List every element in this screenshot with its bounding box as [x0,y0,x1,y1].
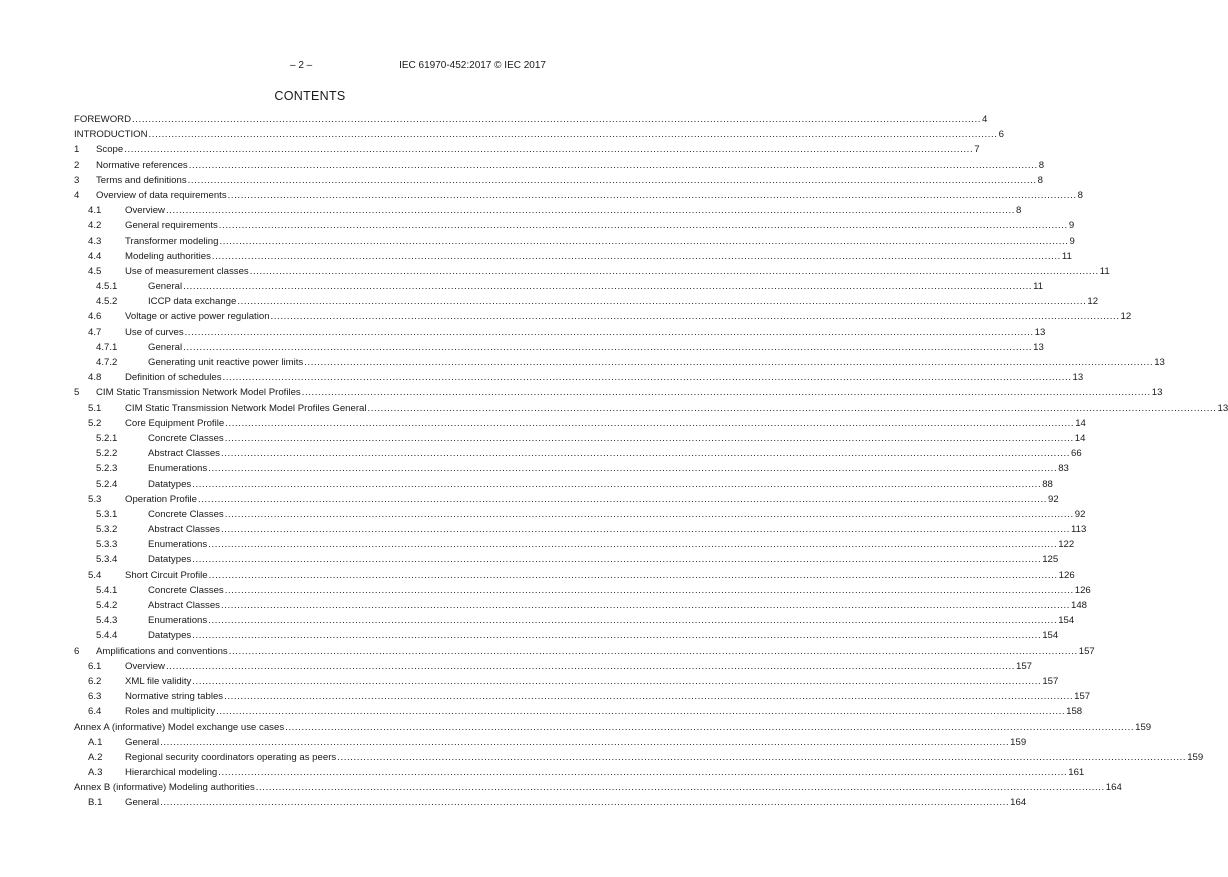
toc-entry[interactable] [74,416,1086,431]
toc-entry-number: 4.7.1 [96,341,118,353]
toc-entry[interactable] [74,720,1152,735]
page-number: – 2 – [290,60,313,71]
toc-entry[interactable] [74,142,980,157]
toc-entry-number: 5.4 [88,569,102,581]
toc-entry-title[interactable]: Roles and multiplicity [125,706,216,718]
toc-entry[interactable] [74,158,1045,173]
toc-entry-number: 5.3.1 [96,508,118,520]
toc-entry-page-number: 12 [1120,311,1132,323]
toc-entry-title[interactable]: Concrete Classes [148,432,224,444]
toc-entry-title[interactable]: Concrete Classes [148,508,224,520]
toc-entry[interactable] [74,188,1083,203]
toc-entry-page-number: 157 [1016,660,1033,672]
toc-entry-page-number: 157 [1078,645,1095,657]
document-identifier: IEC 61970-452:2017 © IEC 2017 [399,60,546,71]
toc-entry-number: 6.3 [88,691,102,703]
toc-entry-title[interactable]: Terms and definitions [96,174,187,186]
toc-entry-page-number: 148 [1071,600,1088,611]
toc-entry[interactable] [74,477,1053,492]
dot-leader: .................................................................................................................................................................................................................................................................... [220,448,1070,460]
toc-entry-page-number: 161 [1068,767,1085,779]
toc-entry-page-number: 92 [1074,508,1086,520]
toc-entry-number: A.3 [88,767,103,779]
dot-leader: .................................................................................................................................................................................................................................................................... [165,205,1015,217]
toc-entry[interactable] [74,644,1095,659]
toc-entry-page-number: 9 [1069,235,1075,247]
toc-entry-title[interactable]: Datatypes [148,554,192,566]
toc-entry-title[interactable]: Transformer modeling [125,235,219,247]
toc-entry-page-number: 4 [982,114,988,125]
toc-entry-page-number: 12 [1087,296,1099,308]
toc-entry-page-number: 88 [1042,478,1053,490]
toc-entry-title[interactable]: Annex B (informative) Modeling authorities [74,782,255,794]
toc-entry-page-number: 122 [1058,539,1075,551]
dot-leader: .................................................................................................................................................................................................................................................................... [220,524,1070,536]
toc-entry-title[interactable]: Amplifications and conventions [96,645,228,657]
dot-leader: .................................................................................................................................................................................................................................................................... [208,569,1058,581]
dot-leader: .................................................................................................................................................................................................................................................................... [184,326,1034,338]
toc-entry[interactable] [74,234,1075,249]
dot-leader: .................................................................................................................................................................................................................................................................... [124,144,974,156]
toc-entry[interactable] [74,218,1075,233]
toc-entry-title[interactable]: Datatypes [148,630,192,642]
toc-entry-page-number: 159 [1135,721,1152,733]
toc-entry-page-number: 13 [1034,326,1046,338]
toc-entry-title[interactable]: Scope [96,144,124,156]
toc-entry-number: 5 [74,387,80,399]
toc-entry[interactable] [74,674,1059,689]
toc-entry[interactable] [74,735,1027,750]
dot-leader: .................................................................................................................................................................................................................................................................... [218,767,1068,779]
dot-leader: .................................................................................................................................................................................................................................................................... [218,220,1068,232]
toc-entry-title[interactable]: Hierarchical modeling [125,767,218,779]
dot-leader: .................................................................................................................................................................................................................................................................... [211,250,1061,262]
dot-leader: .................................................................................................................................................................................................................................................................... [301,387,1151,399]
toc-entry-page-number: 11 [1061,250,1072,262]
toc-entry[interactable] [74,264,1110,279]
toc-entry-page-number: 8 [1037,174,1044,186]
toc-entry-number: 4 [74,189,80,201]
dot-leader: .................................................................................................................................................................................................................................................................... [270,311,1120,323]
toc-entry[interactable] [74,613,1075,628]
toc-entry-title[interactable]: Use of measurement classes [125,265,249,277]
toc-entry[interactable] [74,294,1099,309]
table-of-contents [74,112,1228,811]
toc-entry-title[interactable]: Abstract Classes [148,524,220,536]
toc-entry-number: 4.5 [88,265,102,277]
dot-leader: .................................................................................................................................................................................................................................................................... [132,114,982,125]
toc-entry-title[interactable]: Normative string tables [125,691,224,703]
toc-entry-page-number: 164 [1105,782,1122,794]
dot-leader: .................................................................................................................................................................................................................................................................... [255,782,1105,794]
toc-entry-page-number: 13 [1217,402,1228,414]
toc-entry-number: A.2 [88,751,103,763]
toc-entry-number: B.1 [88,797,103,809]
toc-entry-number: 4.2 [88,220,102,232]
dot-leader: .................................................................................................................................................................................................................................................................... [222,372,1072,384]
toc-entry-title[interactable]: General [125,736,160,748]
toc-entry-number: 5.4.3 [96,615,118,627]
toc-entry[interactable] [74,765,1085,780]
toc-entry-page-number: 164 [1010,797,1027,809]
toc-entry-number: 4.7 [88,326,102,338]
toc-entry-title[interactable]: Concrete Classes [148,584,224,596]
toc-entry-number: 4.3 [88,235,102,247]
toc-entry-number: 4.8 [88,372,102,384]
toc-entry-number: 5.2.4 [96,478,118,490]
toc-entry[interactable] [74,385,1163,400]
toc-entry-number: 4.1 [88,205,102,217]
toc-entry-page-number: 154 [1042,630,1059,642]
toc-entry-page-number: 125 [1042,554,1059,566]
toc-entry-title[interactable]: Datatypes [148,478,192,490]
dot-leader: .................................................................................................................................................................................................................................................................... [208,463,1058,475]
toc-entry-title[interactable]: CIM Static Transmission Network Model Profiles [96,387,301,399]
toc-entry-number: 5.2.3 [96,463,118,475]
toc-entry[interactable] [74,492,1059,507]
toc-entry[interactable] [74,370,1084,385]
toc-entry-page-number: 92 [1048,493,1059,505]
toc-entry-number: 5.2.2 [96,448,118,460]
toc-entry-page-number: 11 [1033,281,1044,293]
toc-entry[interactable] [74,568,1075,583]
toc-entry-number: 4.4 [88,250,102,262]
contents-title: CONTENTS [274,89,346,103]
dot-leader: .................................................................................................................................................................................................................................................................... [188,159,1038,171]
dot-leader: .................................................................................................................................................................................................................................................................... [192,675,1042,687]
toc-entry-title[interactable]: Normative references [96,159,188,171]
toc-entry[interactable] [74,461,1069,476]
toc-entry[interactable] [74,173,1044,188]
toc-entry-number: 4.7.2 [96,357,118,368]
toc-entry[interactable] [74,446,1082,461]
toc-entry-number: 4.5.1 [96,281,118,293]
toc-entry-title[interactable]: Abstract Classes [148,448,220,460]
dot-leader: .................................................................................................................................................................................................................................................................... [183,281,1033,293]
toc-entry-page-number: 9 [1068,220,1075,232]
toc-entry-page-number: 126 [1058,569,1075,581]
toc-entry[interactable] [74,203,1022,218]
dot-leader: .................................................................................................................................................................................................................................................................... [224,691,1074,703]
dot-leader: .................................................................................................................................................................................................................................................................... [285,721,1135,733]
toc-entry-page-number: 158 [1066,706,1083,718]
toc-entry[interactable] [74,689,1091,704]
toc-entry[interactable] [74,750,1204,765]
toc-entry-number: 6.1 [88,660,102,672]
dot-leader: .................................................................................................................................................................................................................................................................... [227,189,1077,201]
toc-entry-page-number: 8 [1016,205,1022,217]
dot-leader: .................................................................................................................................................................................................................................................................... [219,235,1069,247]
dot-leader: .................................................................................................................................................................................................................................................................... [160,736,1010,748]
toc-entry-number: 5.3.4 [96,554,118,566]
toc-entry[interactable] [74,552,1059,567]
toc-entry-title[interactable]: Generating unit reactive power limits [148,357,304,368]
toc-entry[interactable] [74,279,1044,294]
toc-entry[interactable] [74,522,1087,537]
toc-entry-page-number: 66 [1071,448,1082,460]
toc-entry-number: 6 [74,645,80,657]
toc-entry-title[interactable]: General [148,341,183,353]
toc-entry-title[interactable]: ICCP data exchange [148,296,237,308]
dot-leader: .................................................................................................................................................................................................................................................................... [192,554,1042,566]
toc-entry-title[interactable]: Enumerations [148,615,208,627]
toc-entry-page-number: 8 [1038,159,1045,171]
toc-entry[interactable] [74,537,1075,552]
toc-entry-title[interactable]: Annex A (informative) Model exchange use cases [74,721,285,733]
toc-entry-page-number: 13 [1033,341,1044,353]
toc-entry-title[interactable]: Overview [125,205,165,217]
toc-entry-page-number: 157 [1042,675,1059,687]
toc-entry-title[interactable]: Overview of data requirements [96,189,227,201]
dot-leader: .................................................................................................................................................................................................................................................................... [192,630,1042,642]
dot-leader: .................................................................................................................................................................................................................................................................... [367,402,1217,414]
dot-leader: .................................................................................................................................................................................................................................................................... [198,493,1048,505]
toc-entry-number: 5.3.3 [96,539,118,551]
toc-entry-number: 5.3.2 [96,524,118,536]
toc-entry-page-number: 7 [974,144,980,156]
page-header [0,60,620,74]
toc-entry-number: 2 [74,159,80,171]
toc-entry[interactable] [74,598,1088,613]
toc-entry-page-number: 157 [1074,691,1091,703]
toc-entry[interactable] [74,628,1059,643]
toc-entry[interactable] [74,112,988,127]
toc-entry-page-number: 154 [1058,615,1075,627]
toc-entry-page-number: 11 [1099,265,1110,277]
dot-leader: .................................................................................................................................................................................................................................................................... [237,296,1087,308]
toc-entry-title[interactable]: Enumerations [148,539,208,551]
toc-entry-page-number: 6 [998,129,1004,141]
toc-entry-page-number: 159 [1187,751,1204,763]
toc-entry-title[interactable]: Abstract Classes [148,600,220,611]
dot-leader: .................................................................................................................................................................................................................................................................... [192,478,1042,490]
toc-entry-title[interactable]: Core Equipment Profile [125,417,225,429]
toc-entry-number: 5.3 [88,493,102,505]
toc-entry-title[interactable]: General [125,797,160,809]
toc-entry-title[interactable]: Overview [125,660,165,672]
toc-entry[interactable] [74,325,1046,340]
toc-entry-page-number: 8 [1077,189,1083,201]
toc-entry[interactable] [74,340,1044,355]
toc-entry-number: 6.2 [88,675,102,687]
toc-entry-title[interactable]: Operation Profile [125,493,197,505]
dot-leader: .................................................................................................................................................................................................................................................................... [216,706,1066,718]
toc-entry-page-number: 13 [1154,357,1165,368]
dot-leader: .................................................................................................................................................................................................................................................................... [220,600,1070,611]
dot-leader: .................................................................................................................................................................................................................................................................... [148,129,998,141]
toc-entry-title[interactable]: CIM Static Transmission Network Model Profiles General [125,402,367,414]
dot-leader: .................................................................................................................................................................................................................................................................... [224,584,1074,596]
dot-leader: .................................................................................................................................................................................................................................................................... [208,615,1058,627]
toc-entry-number: A.1 [88,736,103,748]
toc-entry[interactable] [74,780,1122,795]
toc-entry-page-number: 113 [1071,524,1087,536]
toc-entry[interactable] [74,401,1228,416]
toc-entry[interactable] [74,795,1027,810]
dot-leader: .................................................................................................................................................................................................................................................................... [183,341,1033,353]
toc-entry-number: 5.2 [88,417,102,429]
dot-leader: .................................................................................................................................................................................................................................................................... [304,357,1154,368]
toc-entry-title[interactable]: General requirements [125,220,218,232]
dot-leader: .................................................................................................................................................................................................................................................................... [160,797,1010,809]
toc-entry-number: 5.4.2 [96,600,118,611]
toc-entry-number: 5.4.1 [96,584,118,596]
toc-entry-page-number: 13 [1151,387,1163,399]
toc-entry-number: 6.4 [88,706,102,718]
toc-entry-number: 4.5.2 [96,296,118,308]
toc-entry-title[interactable]: Short Circuit Profile [125,569,208,581]
toc-entry-title[interactable]: General [148,281,183,293]
toc-entry-title[interactable]: INTRODUCTION [74,129,148,141]
dot-leader: .................................................................................................................................................................................................................................................................... [228,645,1078,657]
dot-leader: .................................................................................................................................................................................................................................................................... [165,660,1015,672]
dot-leader: .................................................................................................................................................................................................................................................................... [224,432,1074,444]
toc-entry-title[interactable]: Enumerations [148,463,208,475]
dot-leader: .................................................................................................................................................................................................................................................................... [208,539,1058,551]
toc-entry[interactable] [74,583,1091,598]
toc-entry-number: 5.1 [88,402,102,414]
dot-leader: .................................................................................................................................................................................................................................................................... [187,174,1037,186]
toc-entry[interactable] [74,127,1004,142]
toc-entry[interactable] [74,249,1072,264]
dot-leader: .................................................................................................................................................................................................................................................................... [224,508,1074,520]
dot-leader: .................................................................................................................................................................................................................................................................... [225,417,1075,429]
toc-entry-page-number: 83 [1058,463,1069,475]
dot-leader: .................................................................................................................................................................................................................................................................... [249,265,1099,277]
toc-entry-title[interactable]: Use of curves [125,326,184,338]
toc-entry-title[interactable]: FOREWORD [74,114,132,125]
toc-entry-title[interactable]: XML file validity [125,675,192,687]
toc-entry[interactable] [74,659,1033,674]
toc-entry-title[interactable]: Regional security coordinators operating as peers [125,751,337,763]
toc-entry[interactable] [74,704,1083,719]
toc-entry-title[interactable]: Definition of schedules [125,372,222,384]
toc-entry-title[interactable]: Modeling authorities [125,250,211,262]
toc-entry-title[interactable]: Voltage or active power regulation [125,311,270,323]
toc-entry-page-number: 159 [1010,736,1027,748]
toc-entry-number: 3 [74,174,80,186]
dot-leader: .................................................................................................................................................................................................................................................................... [337,751,1187,763]
toc-entry-number: 5.2.1 [96,432,118,444]
toc-entry-page-number: 14 [1074,432,1086,444]
toc-entry-page-number: 126 [1074,584,1091,596]
toc-entry[interactable] [74,431,1086,446]
toc-entry[interactable] [74,507,1086,522]
toc-entry[interactable] [74,355,1165,370]
toc-entry-number: 4.6 [88,311,102,323]
toc-entry-page-number: 14 [1075,417,1086,429]
toc-entry-number: 5.4.4 [96,630,118,642]
toc-entry[interactable] [74,309,1132,324]
toc-entry-number: 1 [74,144,80,156]
toc-entry-page-number: 13 [1072,372,1084,384]
